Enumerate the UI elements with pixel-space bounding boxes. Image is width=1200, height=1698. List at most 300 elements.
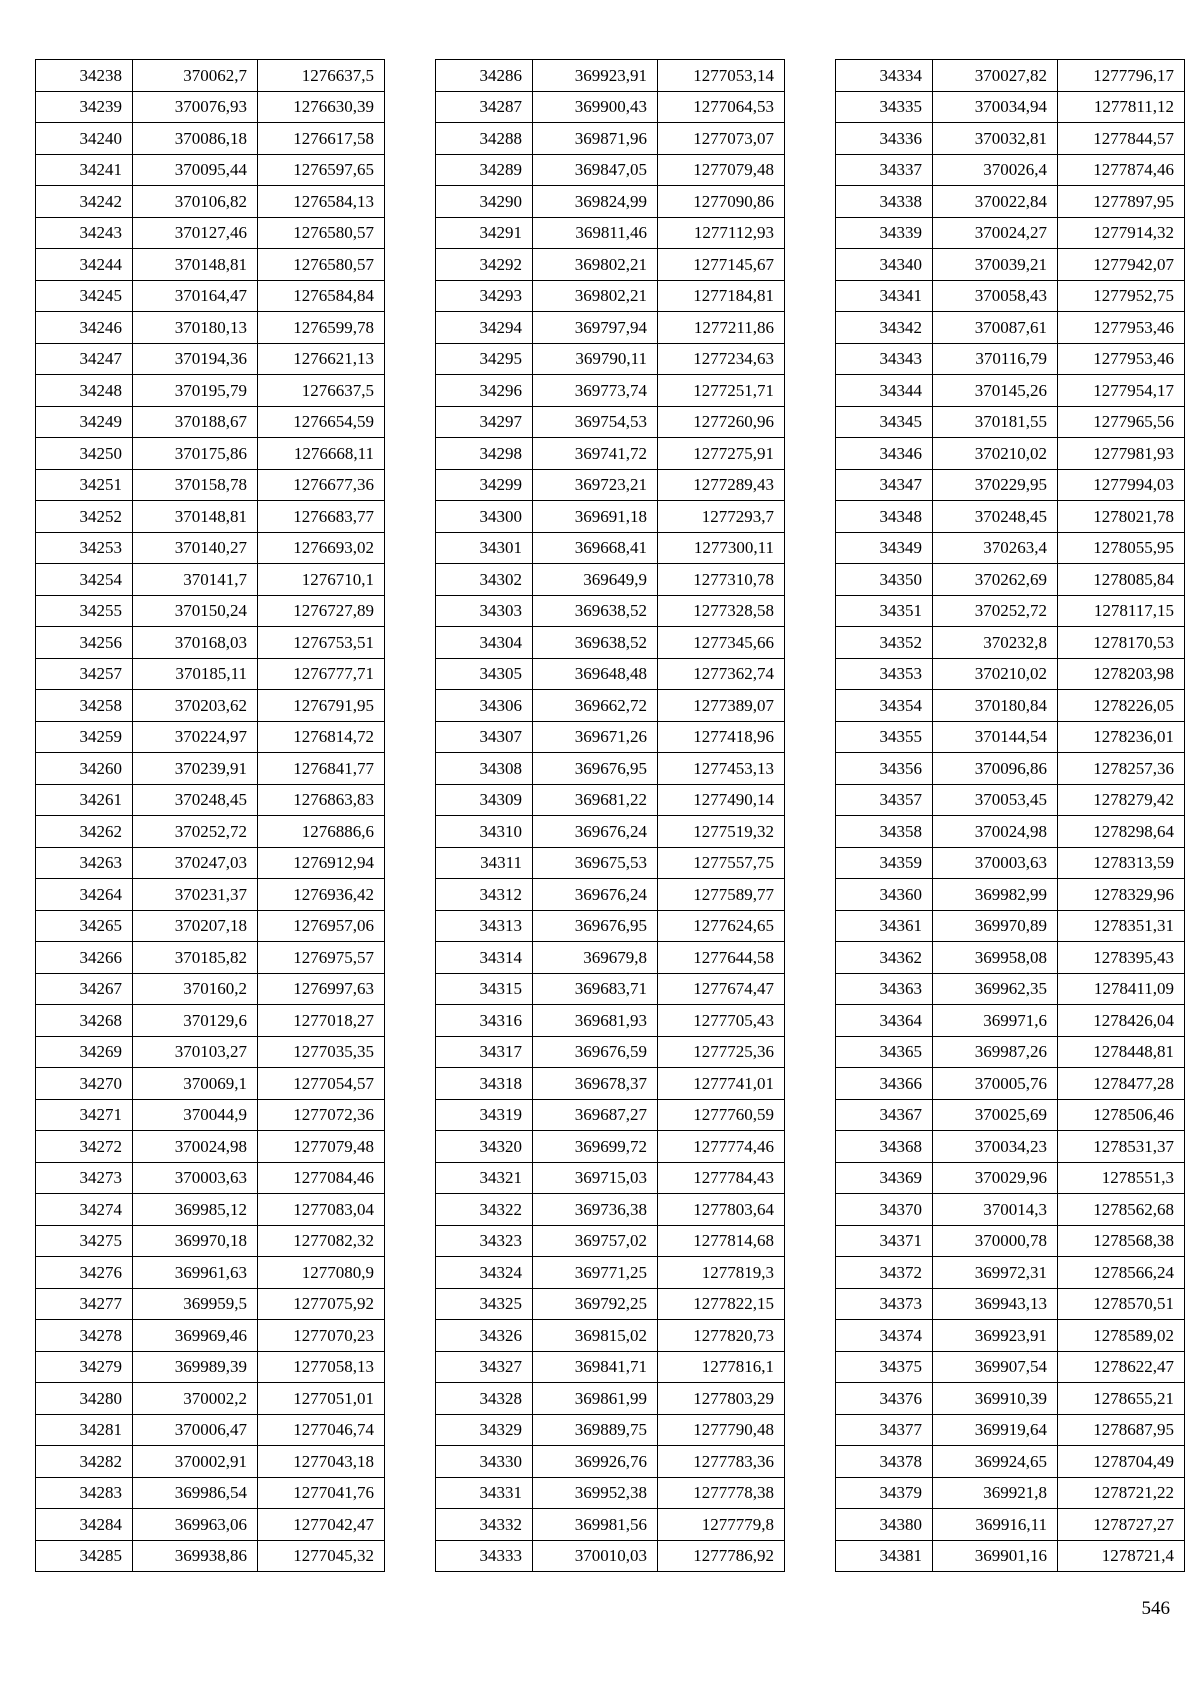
point-number-cell: 34292 bbox=[436, 249, 533, 281]
table-row bbox=[436, 721, 785, 753]
y-coordinate-cell: 1277289,43 bbox=[658, 469, 785, 501]
y-coordinate-cell: 1276936,42 bbox=[258, 879, 385, 911]
table-row bbox=[836, 406, 1185, 438]
point-number-cell: 34379 bbox=[836, 1477, 933, 1509]
point-number-cell: 34251 bbox=[36, 469, 133, 501]
table-row bbox=[36, 627, 385, 659]
point-number-cell: 34344 bbox=[836, 375, 933, 407]
table-row bbox=[36, 1320, 385, 1352]
table-row bbox=[436, 312, 785, 344]
y-coordinate-cell: 1278236,01 bbox=[1058, 721, 1185, 753]
y-coordinate-cell: 1276841,77 bbox=[258, 753, 385, 785]
x-coordinate-cell: 369871,96 bbox=[533, 123, 658, 155]
point-number-cell: 34268 bbox=[36, 1005, 133, 1037]
point-number-cell: 34273 bbox=[36, 1162, 133, 1194]
table-row bbox=[836, 343, 1185, 375]
y-coordinate-cell: 1277779,8 bbox=[658, 1509, 785, 1541]
y-coordinate-cell: 1277942,07 bbox=[1058, 249, 1185, 281]
x-coordinate-cell: 370062,7 bbox=[133, 60, 258, 92]
table-row bbox=[436, 154, 785, 186]
x-coordinate-cell: 370032,81 bbox=[933, 123, 1058, 155]
point-number-cell: 34302 bbox=[436, 564, 533, 596]
y-coordinate-cell: 1276630,39 bbox=[258, 91, 385, 123]
x-coordinate-cell: 370252,72 bbox=[133, 816, 258, 848]
table-row bbox=[36, 1005, 385, 1037]
x-coordinate-cell: 369773,74 bbox=[533, 375, 658, 407]
point-number-cell: 34263 bbox=[36, 847, 133, 879]
table-row bbox=[36, 942, 385, 974]
x-coordinate-cell: 369736,38 bbox=[533, 1194, 658, 1226]
table-row bbox=[36, 1351, 385, 1383]
table-row bbox=[836, 1414, 1185, 1446]
y-coordinate-cell: 1277075,92 bbox=[258, 1288, 385, 1320]
y-coordinate-cell: 1277814,68 bbox=[658, 1225, 785, 1257]
table-row bbox=[836, 1351, 1185, 1383]
x-coordinate-cell: 370144,54 bbox=[933, 721, 1058, 753]
x-coordinate-cell: 370262,69 bbox=[933, 564, 1058, 596]
point-number-cell: 34338 bbox=[836, 186, 933, 218]
y-coordinate-cell: 1276637,5 bbox=[258, 375, 385, 407]
y-coordinate-cell: 1277725,36 bbox=[658, 1036, 785, 1068]
y-coordinate-cell: 1277519,32 bbox=[658, 816, 785, 848]
x-coordinate-cell: 369961,63 bbox=[133, 1257, 258, 1289]
y-coordinate-cell: 1277046,74 bbox=[258, 1414, 385, 1446]
table-row bbox=[36, 973, 385, 1005]
x-coordinate-cell: 369981,56 bbox=[533, 1509, 658, 1541]
y-coordinate-cell: 1277644,58 bbox=[658, 942, 785, 974]
point-number-cell: 34346 bbox=[836, 438, 933, 470]
table-row bbox=[836, 595, 1185, 627]
table-row bbox=[436, 690, 785, 722]
point-number-cell: 34277 bbox=[36, 1288, 133, 1320]
table-row bbox=[436, 942, 785, 974]
y-coordinate-cell: 1277145,67 bbox=[658, 249, 785, 281]
point-number-cell: 34296 bbox=[436, 375, 533, 407]
point-number-cell: 34310 bbox=[436, 816, 533, 848]
x-coordinate-cell: 369923,91 bbox=[933, 1320, 1058, 1352]
y-coordinate-cell: 1278313,59 bbox=[1058, 847, 1185, 879]
page-number: 546 bbox=[1141, 1598, 1170, 1619]
x-coordinate-cell: 370180,84 bbox=[933, 690, 1058, 722]
table-row bbox=[36, 1509, 385, 1541]
point-number-cell: 34279 bbox=[36, 1351, 133, 1383]
point-number-cell: 34288 bbox=[436, 123, 533, 155]
y-coordinate-cell: 1277822,15 bbox=[658, 1288, 785, 1320]
x-coordinate-cell: 370150,24 bbox=[133, 595, 258, 627]
point-number-cell: 34355 bbox=[836, 721, 933, 753]
y-coordinate-cell: 1278170,53 bbox=[1058, 627, 1185, 659]
table-row bbox=[436, 627, 785, 659]
table-row bbox=[436, 1099, 785, 1131]
y-coordinate-cell: 1278570,51 bbox=[1058, 1288, 1185, 1320]
x-coordinate-cell: 370086,18 bbox=[133, 123, 258, 155]
point-number-cell: 34359 bbox=[836, 847, 933, 879]
table-row bbox=[36, 249, 385, 281]
point-number-cell: 34332 bbox=[436, 1509, 533, 1541]
y-coordinate-cell: 1278721,22 bbox=[1058, 1477, 1185, 1509]
point-number-cell: 34381 bbox=[836, 1540, 933, 1572]
point-number-cell: 34334 bbox=[836, 60, 933, 92]
table-row bbox=[36, 879, 385, 911]
point-number-cell: 34376 bbox=[836, 1383, 933, 1415]
point-number-cell: 34318 bbox=[436, 1068, 533, 1100]
point-number-cell: 34272 bbox=[36, 1131, 133, 1163]
point-number-cell: 34261 bbox=[36, 784, 133, 816]
table-row bbox=[436, 501, 785, 533]
table-row bbox=[836, 942, 1185, 974]
x-coordinate-cell: 369900,43 bbox=[533, 91, 658, 123]
x-coordinate-cell: 370203,62 bbox=[133, 690, 258, 722]
table-row bbox=[436, 1509, 785, 1541]
table-row bbox=[836, 1446, 1185, 1478]
point-number-cell: 34284 bbox=[36, 1509, 133, 1541]
table-row bbox=[836, 721, 1185, 753]
x-coordinate-cell: 370231,37 bbox=[133, 879, 258, 911]
table-row bbox=[436, 375, 785, 407]
point-number-cell: 34303 bbox=[436, 595, 533, 627]
y-coordinate-cell: 1278329,96 bbox=[1058, 879, 1185, 911]
table-row bbox=[836, 690, 1185, 722]
y-coordinate-cell: 1276599,78 bbox=[258, 312, 385, 344]
point-number-cell: 34370 bbox=[836, 1194, 933, 1226]
point-number-cell: 34348 bbox=[836, 501, 933, 533]
x-coordinate-cell: 369671,26 bbox=[533, 721, 658, 753]
y-coordinate-cell: 1277811,12 bbox=[1058, 91, 1185, 123]
x-coordinate-cell: 370039,21 bbox=[933, 249, 1058, 281]
y-coordinate-cell: 1278551,3 bbox=[1058, 1162, 1185, 1194]
x-coordinate-cell: 370076,93 bbox=[133, 91, 258, 123]
x-coordinate-cell: 370164,47 bbox=[133, 280, 258, 312]
point-number-cell: 34340 bbox=[836, 249, 933, 281]
point-number-cell: 34373 bbox=[836, 1288, 933, 1320]
point-number-cell: 34367 bbox=[836, 1099, 933, 1131]
table-row bbox=[36, 1131, 385, 1163]
table-row bbox=[836, 1477, 1185, 1509]
y-coordinate-cell: 1277260,96 bbox=[658, 406, 785, 438]
y-coordinate-cell: 1278257,36 bbox=[1058, 753, 1185, 785]
y-coordinate-cell: 1276777,71 bbox=[258, 658, 385, 690]
table-row bbox=[36, 595, 385, 627]
table-row bbox=[836, 879, 1185, 911]
point-number-cell: 34358 bbox=[836, 816, 933, 848]
x-coordinate-cell: 370000,78 bbox=[933, 1225, 1058, 1257]
point-number-cell: 34260 bbox=[36, 753, 133, 785]
point-number-cell: 34329 bbox=[436, 1414, 533, 1446]
table-row bbox=[36, 1288, 385, 1320]
point-number-cell: 34245 bbox=[36, 280, 133, 312]
table-row bbox=[36, 1383, 385, 1415]
y-coordinate-cell: 1278426,04 bbox=[1058, 1005, 1185, 1037]
point-number-cell: 34298 bbox=[436, 438, 533, 470]
point-number-cell: 34306 bbox=[436, 690, 533, 722]
x-coordinate-cell: 370239,91 bbox=[133, 753, 258, 785]
table-row bbox=[836, 280, 1185, 312]
table-row bbox=[436, 280, 785, 312]
x-coordinate-cell: 370148,81 bbox=[133, 501, 258, 533]
y-coordinate-cell: 1277786,92 bbox=[658, 1540, 785, 1572]
point-number-cell: 34248 bbox=[36, 375, 133, 407]
x-coordinate-cell: 369662,72 bbox=[533, 690, 658, 722]
y-coordinate-cell: 1277080,9 bbox=[258, 1257, 385, 1289]
table-row bbox=[836, 753, 1185, 785]
point-number-cell: 34326 bbox=[436, 1320, 533, 1352]
y-coordinate-cell: 1278411,09 bbox=[1058, 973, 1185, 1005]
y-coordinate-cell: 1276621,13 bbox=[258, 343, 385, 375]
point-number-cell: 34311 bbox=[436, 847, 533, 879]
point-number-cell: 34238 bbox=[36, 60, 133, 92]
y-coordinate-cell: 1277953,46 bbox=[1058, 312, 1185, 344]
table-row bbox=[436, 91, 785, 123]
x-coordinate-cell: 369811,46 bbox=[533, 217, 658, 249]
point-number-cell: 34275 bbox=[36, 1225, 133, 1257]
y-coordinate-cell: 1276654,59 bbox=[258, 406, 385, 438]
y-coordinate-cell: 1277760,59 bbox=[658, 1099, 785, 1131]
x-coordinate-cell: 370248,45 bbox=[133, 784, 258, 816]
y-coordinate-cell: 1277043,18 bbox=[258, 1446, 385, 1478]
y-coordinate-cell: 1277803,64 bbox=[658, 1194, 785, 1226]
y-coordinate-cell: 1277045,32 bbox=[258, 1540, 385, 1572]
x-coordinate-cell: 369982,99 bbox=[933, 879, 1058, 911]
x-coordinate-cell: 370103,27 bbox=[133, 1036, 258, 1068]
y-coordinate-cell: 1278506,46 bbox=[1058, 1099, 1185, 1131]
y-coordinate-cell: 1277042,47 bbox=[258, 1509, 385, 1541]
point-number-cell: 34375 bbox=[836, 1351, 933, 1383]
x-coordinate-cell: 369921,8 bbox=[933, 1477, 1058, 1509]
point-number-cell: 34274 bbox=[36, 1194, 133, 1226]
point-number-cell: 34343 bbox=[836, 343, 933, 375]
y-coordinate-cell: 1276580,57 bbox=[258, 249, 385, 281]
x-coordinate-cell: 370003,63 bbox=[133, 1162, 258, 1194]
y-coordinate-cell: 1276668,11 bbox=[258, 438, 385, 470]
point-number-cell: 34259 bbox=[36, 721, 133, 753]
y-coordinate-cell: 1278655,21 bbox=[1058, 1383, 1185, 1415]
y-coordinate-cell: 1277082,32 bbox=[258, 1225, 385, 1257]
x-coordinate-cell: 369648,48 bbox=[533, 658, 658, 690]
x-coordinate-cell: 370024,98 bbox=[933, 816, 1058, 848]
x-coordinate-cell: 370069,1 bbox=[133, 1068, 258, 1100]
x-coordinate-cell: 370005,76 bbox=[933, 1068, 1058, 1100]
point-number-cell: 34335 bbox=[836, 91, 933, 123]
y-coordinate-cell: 1276580,57 bbox=[258, 217, 385, 249]
point-number-cell: 34250 bbox=[36, 438, 133, 470]
point-number-cell: 34319 bbox=[436, 1099, 533, 1131]
x-coordinate-cell: 370247,03 bbox=[133, 847, 258, 879]
point-number-cell: 34365 bbox=[836, 1036, 933, 1068]
point-number-cell: 34282 bbox=[36, 1446, 133, 1478]
point-number-cell: 34299 bbox=[436, 469, 533, 501]
point-number-cell: 34374 bbox=[836, 1320, 933, 1352]
point-number-cell: 34353 bbox=[836, 658, 933, 690]
y-coordinate-cell: 1277816,1 bbox=[658, 1351, 785, 1383]
point-number-cell: 34281 bbox=[36, 1414, 133, 1446]
point-number-cell: 34313 bbox=[436, 910, 533, 942]
x-coordinate-cell: 370195,79 bbox=[133, 375, 258, 407]
x-coordinate-cell: 370014,3 bbox=[933, 1194, 1058, 1226]
y-coordinate-cell: 1277079,48 bbox=[658, 154, 785, 186]
point-number-cell: 34360 bbox=[836, 879, 933, 911]
y-coordinate-cell: 1277783,36 bbox=[658, 1446, 785, 1478]
y-coordinate-cell: 1277058,13 bbox=[258, 1351, 385, 1383]
y-coordinate-cell: 1278226,05 bbox=[1058, 690, 1185, 722]
y-coordinate-cell: 1276886,6 bbox=[258, 816, 385, 848]
table-row bbox=[836, 1383, 1185, 1415]
x-coordinate-cell: 369916,11 bbox=[933, 1509, 1058, 1541]
table-row bbox=[436, 123, 785, 155]
table-row bbox=[836, 438, 1185, 470]
table-row bbox=[36, 1414, 385, 1446]
x-coordinate-cell: 369676,95 bbox=[533, 910, 658, 942]
y-coordinate-cell: 1277112,93 bbox=[658, 217, 785, 249]
table-row bbox=[436, 343, 785, 375]
x-coordinate-cell: 369676,24 bbox=[533, 816, 658, 848]
x-coordinate-cell: 370232,8 bbox=[933, 627, 1058, 659]
table-row bbox=[836, 847, 1185, 879]
point-number-cell: 34239 bbox=[36, 91, 133, 123]
table-row bbox=[36, 721, 385, 753]
table-row bbox=[836, 1068, 1185, 1100]
point-number-cell: 34289 bbox=[436, 154, 533, 186]
y-coordinate-cell: 1277053,14 bbox=[658, 60, 785, 92]
y-coordinate-cell: 1276727,89 bbox=[258, 595, 385, 627]
x-coordinate-cell: 369952,38 bbox=[533, 1477, 658, 1509]
x-coordinate-cell: 370141,7 bbox=[133, 564, 258, 596]
point-number-cell: 34249 bbox=[36, 406, 133, 438]
table-row bbox=[836, 1131, 1185, 1163]
y-coordinate-cell: 1277234,63 bbox=[658, 343, 785, 375]
table-row bbox=[36, 1540, 385, 1572]
x-coordinate-cell: 369959,5 bbox=[133, 1288, 258, 1320]
x-coordinate-cell: 370127,46 bbox=[133, 217, 258, 249]
y-coordinate-cell: 1278568,38 bbox=[1058, 1225, 1185, 1257]
x-coordinate-cell: 370026,4 bbox=[933, 154, 1058, 186]
point-number-cell: 34304 bbox=[436, 627, 533, 659]
point-number-cell: 34253 bbox=[36, 532, 133, 564]
x-coordinate-cell: 370180,13 bbox=[133, 312, 258, 344]
table-row bbox=[36, 847, 385, 879]
y-coordinate-cell: 1278117,15 bbox=[1058, 595, 1185, 627]
table-row bbox=[836, 816, 1185, 848]
y-coordinate-cell: 1277418,96 bbox=[658, 721, 785, 753]
x-coordinate-cell: 369971,6 bbox=[933, 1005, 1058, 1037]
point-number-cell: 34258 bbox=[36, 690, 133, 722]
table-row bbox=[436, 910, 785, 942]
x-coordinate-cell: 369638,52 bbox=[533, 595, 658, 627]
point-number-cell: 34371 bbox=[836, 1225, 933, 1257]
y-coordinate-cell: 1276584,84 bbox=[258, 280, 385, 312]
y-coordinate-cell: 1277790,48 bbox=[658, 1414, 785, 1446]
x-coordinate-cell: 369687,27 bbox=[533, 1099, 658, 1131]
x-coordinate-cell: 369638,52 bbox=[533, 627, 658, 659]
y-coordinate-cell: 1277090,86 bbox=[658, 186, 785, 218]
y-coordinate-cell: 1277293,7 bbox=[658, 501, 785, 533]
x-coordinate-cell: 370034,94 bbox=[933, 91, 1058, 123]
y-coordinate-cell: 1278298,64 bbox=[1058, 816, 1185, 848]
table-row bbox=[836, 910, 1185, 942]
table-row bbox=[436, 1288, 785, 1320]
table-row bbox=[836, 375, 1185, 407]
x-coordinate-cell: 369678,37 bbox=[533, 1068, 658, 1100]
table-row bbox=[836, 217, 1185, 249]
y-coordinate-cell: 1277965,56 bbox=[1058, 406, 1185, 438]
x-coordinate-cell: 370034,23 bbox=[933, 1131, 1058, 1163]
y-coordinate-cell: 1278279,42 bbox=[1058, 784, 1185, 816]
point-number-cell: 34362 bbox=[836, 942, 933, 974]
x-coordinate-cell: 370158,78 bbox=[133, 469, 258, 501]
y-coordinate-cell: 1277211,86 bbox=[658, 312, 785, 344]
x-coordinate-cell: 369938,86 bbox=[133, 1540, 258, 1572]
y-coordinate-cell: 1278704,49 bbox=[1058, 1446, 1185, 1478]
y-coordinate-cell: 1277796,17 bbox=[1058, 60, 1185, 92]
coordinates-table-1 bbox=[35, 59, 385, 1572]
x-coordinate-cell: 370106,82 bbox=[133, 186, 258, 218]
point-number-cell: 34247 bbox=[36, 343, 133, 375]
table-row bbox=[836, 1540, 1185, 1572]
table-row bbox=[436, 469, 785, 501]
table-row bbox=[36, 1036, 385, 1068]
x-coordinate-cell: 369841,71 bbox=[533, 1351, 658, 1383]
y-coordinate-cell: 1277981,93 bbox=[1058, 438, 1185, 470]
x-coordinate-cell: 369649,9 bbox=[533, 564, 658, 596]
point-number-cell: 34240 bbox=[36, 123, 133, 155]
y-coordinate-cell: 1276617,58 bbox=[258, 123, 385, 155]
point-number-cell: 34252 bbox=[36, 501, 133, 533]
point-number-cell: 34290 bbox=[436, 186, 533, 218]
y-coordinate-cell: 1277954,17 bbox=[1058, 375, 1185, 407]
table-row bbox=[436, 1194, 785, 1226]
point-number-cell: 34287 bbox=[436, 91, 533, 123]
point-number-cell: 34243 bbox=[36, 217, 133, 249]
point-number-cell: 34350 bbox=[836, 564, 933, 596]
y-coordinate-cell: 1277674,47 bbox=[658, 973, 785, 1005]
x-coordinate-cell: 370024,27 bbox=[933, 217, 1058, 249]
x-coordinate-cell: 369847,05 bbox=[533, 154, 658, 186]
point-number-cell: 34257 bbox=[36, 658, 133, 690]
point-number-cell: 34368 bbox=[836, 1131, 933, 1163]
point-number-cell: 34293 bbox=[436, 280, 533, 312]
point-number-cell: 34241 bbox=[36, 154, 133, 186]
x-coordinate-cell: 369986,54 bbox=[133, 1477, 258, 1509]
y-coordinate-cell: 1277914,32 bbox=[1058, 217, 1185, 249]
x-coordinate-cell: 369741,72 bbox=[533, 438, 658, 470]
y-coordinate-cell: 1277054,57 bbox=[258, 1068, 385, 1100]
table-row bbox=[836, 1162, 1185, 1194]
table-row bbox=[836, 784, 1185, 816]
table-row bbox=[836, 1225, 1185, 1257]
point-number-cell: 34380 bbox=[836, 1509, 933, 1541]
y-coordinate-cell: 1278727,27 bbox=[1058, 1509, 1185, 1541]
x-coordinate-cell: 370002,2 bbox=[133, 1383, 258, 1415]
table-row bbox=[436, 532, 785, 564]
x-coordinate-cell: 369989,39 bbox=[133, 1351, 258, 1383]
x-coordinate-cell: 370095,44 bbox=[133, 154, 258, 186]
table-row bbox=[436, 1383, 785, 1415]
y-coordinate-cell: 1277389,07 bbox=[658, 690, 785, 722]
y-coordinate-cell: 1277778,38 bbox=[658, 1477, 785, 1509]
y-coordinate-cell: 1277362,74 bbox=[658, 658, 785, 690]
y-coordinate-cell: 1277741,01 bbox=[658, 1068, 785, 1100]
x-coordinate-cell: 369969,46 bbox=[133, 1320, 258, 1352]
x-coordinate-cell: 369797,94 bbox=[533, 312, 658, 344]
x-coordinate-cell: 369943,13 bbox=[933, 1288, 1058, 1320]
y-coordinate-cell: 1278395,43 bbox=[1058, 942, 1185, 974]
table-row bbox=[436, 1225, 785, 1257]
table-row bbox=[36, 1099, 385, 1131]
table-row bbox=[436, 186, 785, 218]
y-coordinate-cell: 1277251,71 bbox=[658, 375, 785, 407]
point-number-cell: 34280 bbox=[36, 1383, 133, 1415]
y-coordinate-cell: 1276912,94 bbox=[258, 847, 385, 879]
table-row bbox=[36, 532, 385, 564]
